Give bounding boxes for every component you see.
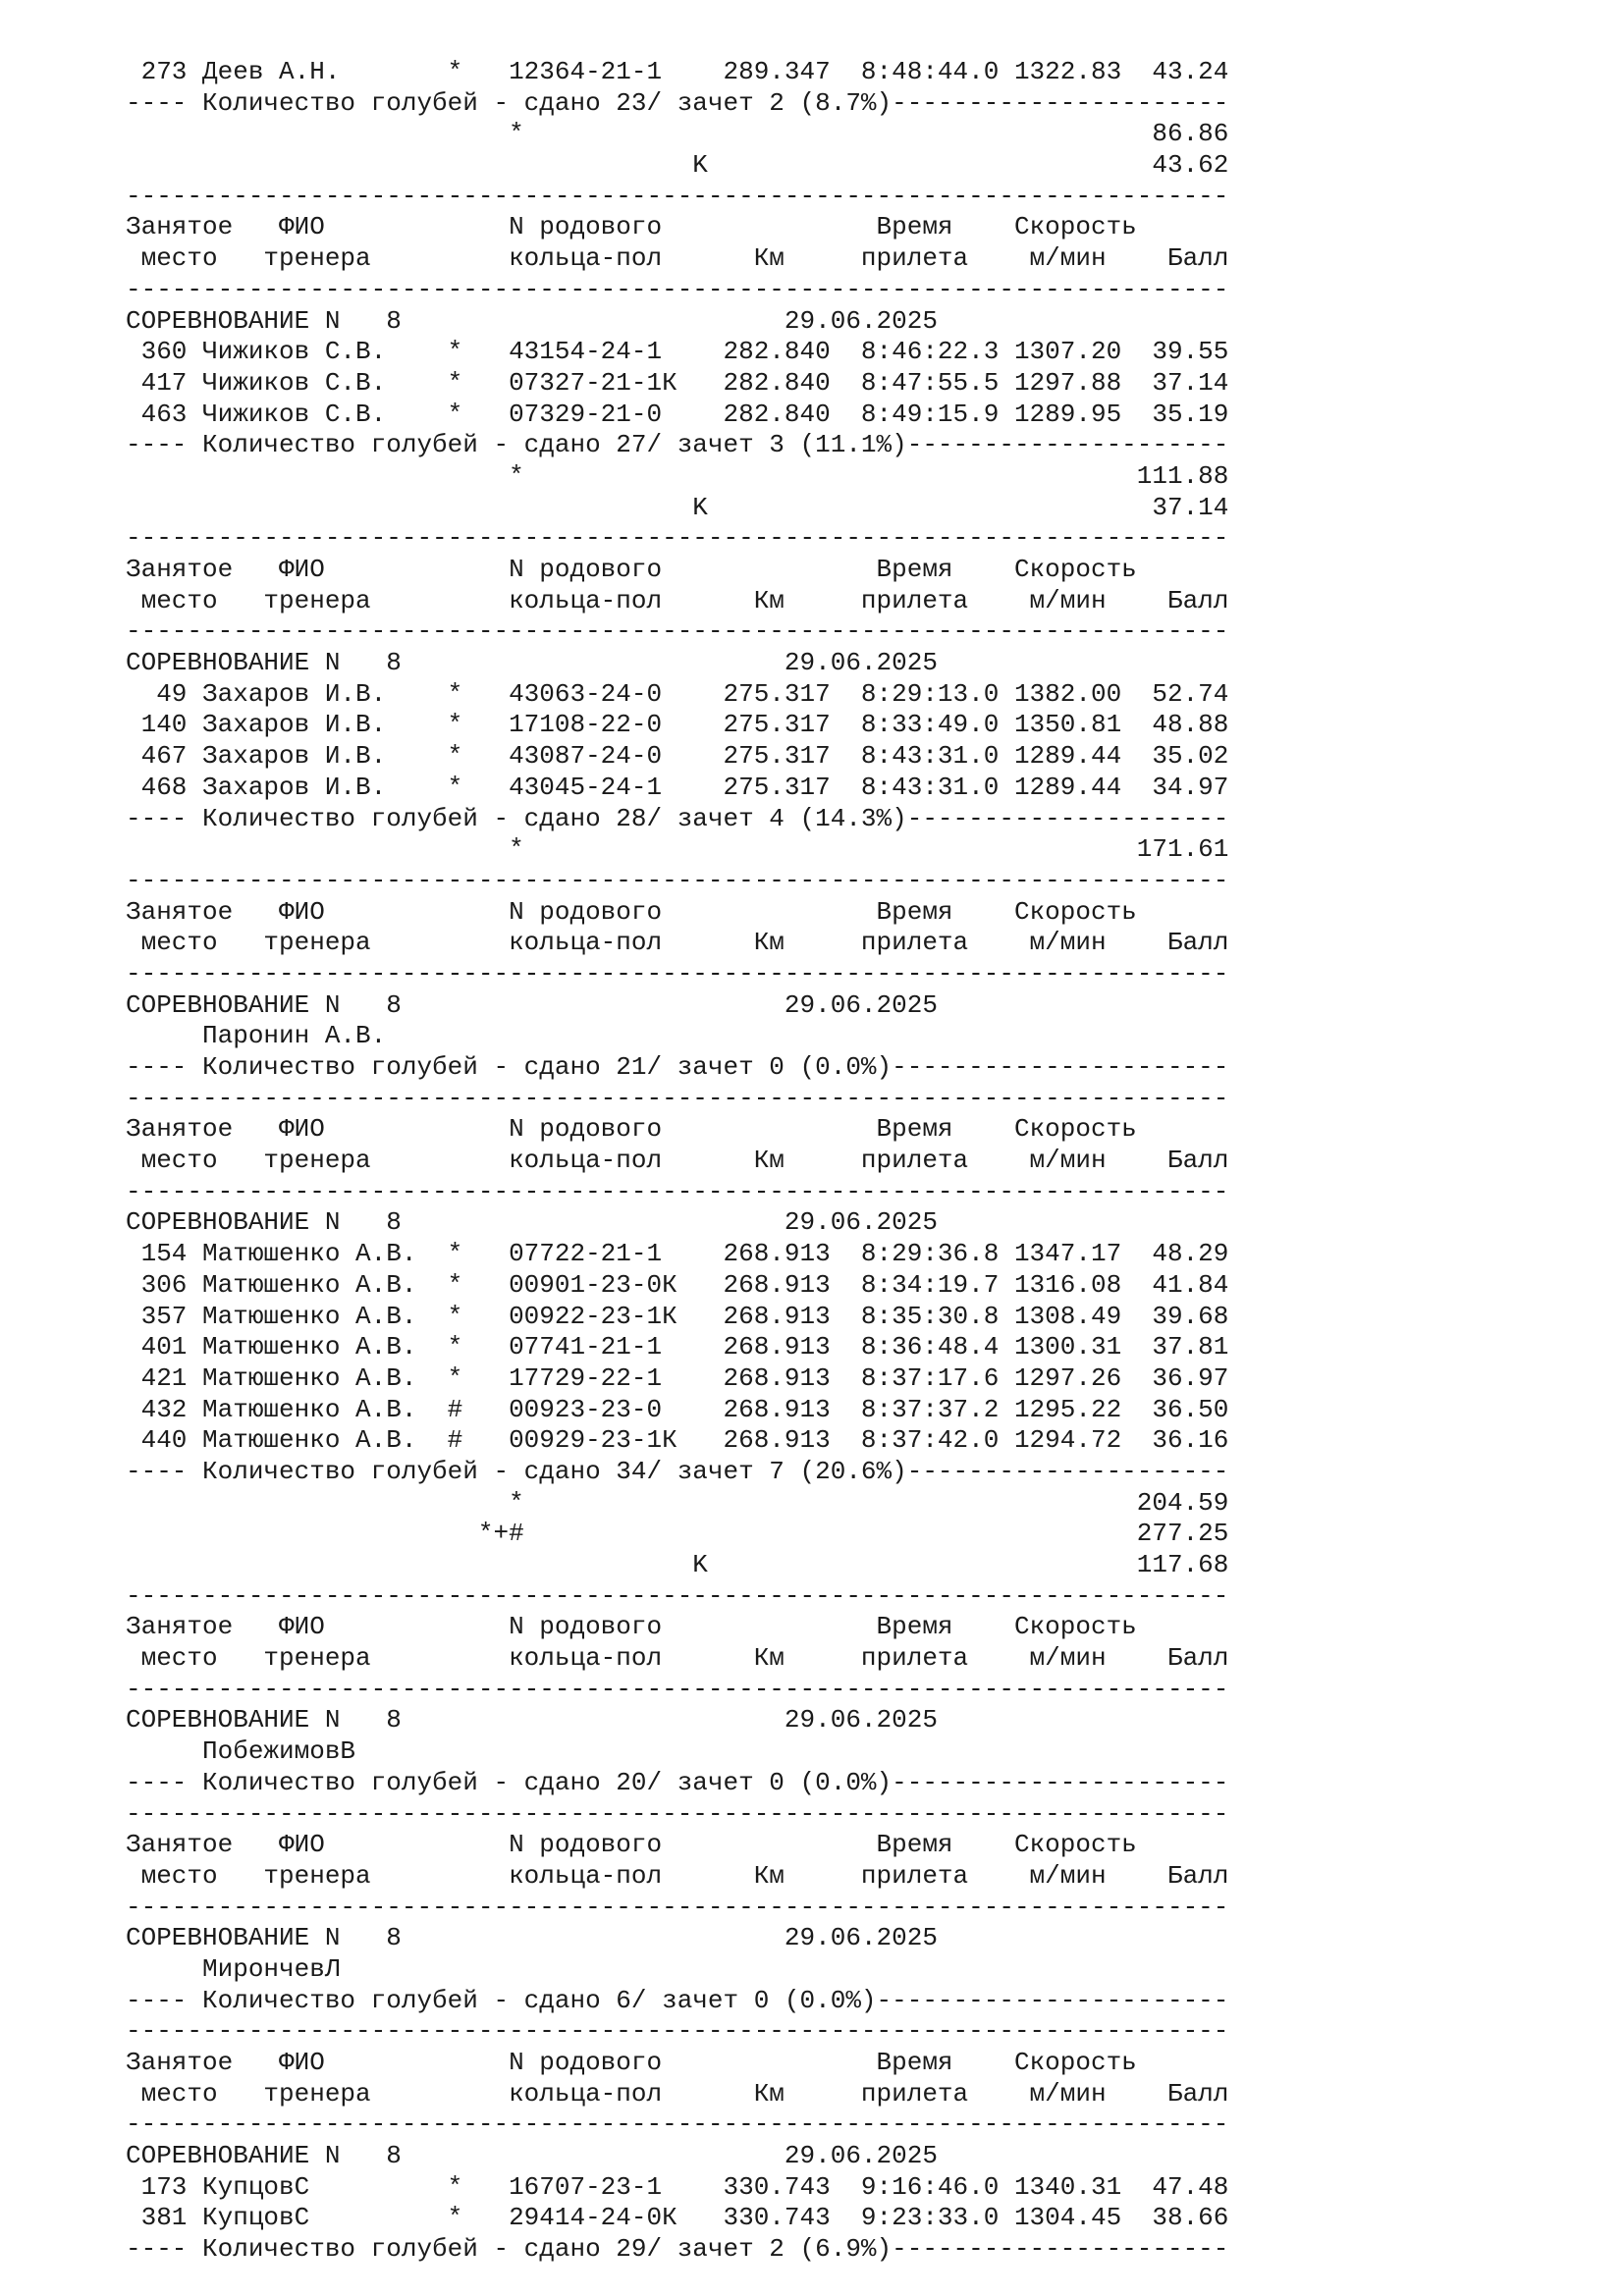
column-header: Занятое ФИО N родового Время Скорость [126,896,1137,927]
column-subheader: место тренера кольца-пол Км прилета м/мин Балл [126,1146,1229,1176]
summary-line: ---- Количество голубей - сдано 6/ зачет 0 (0.0%)----------------------- [126,1985,1229,2015]
result-row: 173 КупцовС * 16707-23-1 330.743 9:16:46.0 1340.31 47.48 [126,2171,1229,2202]
divider-line: ------------------------------------------------------------------------ [126,958,1229,988]
summary-line: ---- Количество голубей - сдано 20/ зачет 0 (0.0%)---------------------- [126,1767,1229,1797]
column-subheader: место тренера кольца-пол Км прилета м/мин Балл [126,243,1229,274]
competition-header: СОРЕВНОВАНИЕ N 8 29.06.2025 [126,1705,938,1735]
column-header: Занятое ФИО N родового Время Скорость [126,2048,1137,2077]
result-row: 440 Матюшенко А.В. # 00929-23-1К 268.913 8:37:42.0 1294.72 36.16 [126,1425,1229,1456]
result-row: 421 Матюшенко А.В. * 17729-22-1 268.913 8:37:17.6 1297.26 36.97 [126,1362,1229,1393]
result-row: 417 Чижиков С.В. * 07327-21-1К 282.840 8:47:55.5 1297.88 37.14 [126,367,1229,398]
divider-line: ------------------------------------------------------------------------ [126,1798,1229,1829]
divider-line: ------------------------------------------------------------------------ [126,181,1229,211]
divider-line: ------------------------------------------------------------------------ [126,1674,1229,1704]
total-line: K 37.14 [126,492,1229,522]
divider-line: ------------------------------------------------------------------------ [126,616,1229,647]
competition-header: СОРЕВНОВАНИЕ N 8 29.06.2025 [126,2141,938,2171]
total-line: * 171.61 [126,834,1229,865]
divider-line: ------------------------------------------------------------------------ [126,865,1229,895]
summary-line: ---- Количество голубей - сдано 27/ зачет 3 (11.1%)--------------------- [126,430,1229,460]
total-line: K 43.62 [126,150,1229,181]
divider-line: ------------------------------------------------------------------------ [126,1083,1229,1113]
summary-line: ---- Количество голубей - сдано 34/ зачет 7 (20.6%)--------------------- [126,1456,1229,1486]
divider-line: ------------------------------------------------------------------------ [126,1176,1229,1206]
result-row: 360 Чижиков С.В. * 43154-24-1 282.840 8:46:22.3 1307.20 39.55 [126,337,1229,367]
printout-page [126,57,1579,2266]
result-row: 154 Матюшенко А.В. * 07722-21-1 268.913 8:29:36.8 1347.17 48.29 [126,1239,1229,1269]
result-row: 468 Захаров И.В. * 43045-24-1 275.317 8:43:31.0 1289.44 34.97 [126,772,1229,802]
result-row: 49 Захаров И.В. * 43063-24-0 275.317 8:29:13.0 1382.00 52.74 [126,678,1229,709]
divider-line: ------------------------------------------------------------------------ [126,2109,1229,2140]
total-line: * 86.86 [126,119,1229,149]
summary-line: ---- Количество голубей - сдано 28/ зачет 4 (14.3%)--------------------- [126,803,1229,833]
competition-header: СОРЕВНОВАНИЕ N 8 29.06.2025 [126,1207,938,1238]
total-line: * 111.88 [126,460,1229,491]
total-line: K 117.68 [126,1550,1229,1579]
divider-line: ------------------------------------------------------------------------ [126,1892,1229,1922]
column-header: Занятое ФИО N родового Время Скорость [126,555,1137,584]
divider-line: ------------------------------------------------------------------------ [126,523,1229,554]
result-row: 401 Матюшенко А.В. * 07741-21-1 268.913 8:36:48.4 1300.31 37.81 [126,1332,1229,1362]
column-subheader: место тренера кольца-пол Км прилета м/мин Балл [126,585,1229,615]
summary-line: ---- Количество голубей - сдано 29/ зачет 2 (6.9%)---------------------- [126,2234,1229,2265]
total-line: *+# 277.25 [126,1519,1229,1549]
result-row: 357 Матюшенко А.В. * 00922-23-1К 268.913 8:35:30.8 1308.49 39.68 [126,1301,1229,1331]
result-row: 306 Матюшенко А.В. * 00901-23-0К 268.913 8:34:19.7 1316.08 41.84 [126,1269,1229,1300]
result-row: 381 КупцовС * 29414-24-0К 330.743 9:23:33.0 1304.45 38.66 [126,2203,1229,2233]
summary-line: ---- Количество голубей - сдано 23/ зачет 2 (8.7%)---------------------- [126,87,1229,118]
result-row: 432 Матюшенко А.В. # 00923-23-0 268.913 8:37:37.2 1295.22 36.50 [126,1394,1229,1424]
result-row: 140 Захаров И.В. * 17108-22-0 275.317 8:33:49.0 1350.81 48.88 [126,710,1229,740]
result-row: 467 Захаров И.В. * 43087-24-0 275.317 8:43:31.0 1289.44 35.02 [126,741,1229,772]
column-header: Занятое ФИО N родового Время Скорость [126,1114,1137,1145]
owner-name: МирончевЛ [126,1953,341,1984]
column-subheader: место тренера кольца-пол Км прилета м/мин Балл [126,1860,1229,1891]
column-header: Занятое ФИО N родового Время Скорость [126,1830,1137,1860]
owner-name: ПобежимовВ [126,1736,356,1767]
result-row: 273 Деев А.Н. * 12364-21-1 289.347 8:48:44.0 1322.83 43.24 [126,57,1229,86]
competition-header: СОРЕВНОВАНИЕ N 8 29.06.2025 [126,989,938,1020]
summary-line: ---- Количество голубей - сдано 21/ зачет 0 (0.0%)---------------------- [126,1052,1229,1082]
result-row: 463 Чижиков С.В. * 07329-21-0 282.840 8:49:15.9 1289.95 35.19 [126,399,1229,429]
column-subheader: место тренера кольца-пол Км прилета м/мин Балл [126,2078,1229,2109]
divider-line: ------------------------------------------------------------------------ [126,2016,1229,2047]
competition-header: СОРЕВНОВАНИЕ N 8 29.06.2025 [126,1923,938,1953]
competition-header: СОРЕВНОВАНИЕ N 8 29.06.2025 [126,648,938,678]
divider-line: ------------------------------------------------------------------------ [126,274,1229,304]
column-header: Занятое ФИО N родового Время Скорость [126,212,1137,242]
total-line: * 204.59 [126,1487,1229,1518]
competition-header: СОРЕВНОВАНИЕ N 8 29.06.2025 [126,305,938,336]
column-subheader: место тренера кольца-пол Км прилета м/мин Балл [126,1643,1229,1674]
column-subheader: место тренера кольца-пол Км прилета м/мин Балл [126,928,1229,958]
owner-name: Паронин А.В. [126,1021,387,1051]
column-header: Занятое ФИО N родового Время Скорость [126,1612,1137,1642]
divider-line: ------------------------------------------------------------------------ [126,1580,1229,1611]
